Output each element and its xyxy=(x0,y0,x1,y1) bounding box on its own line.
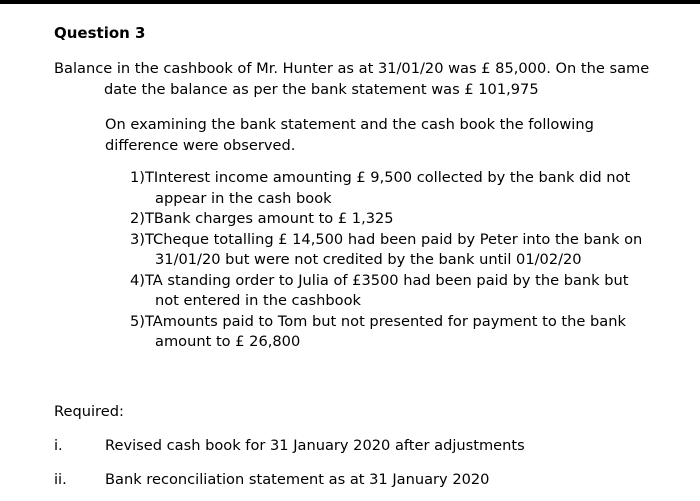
list-item-continuation: 31/01/20 but were not credited by the bank until 01/02/20 xyxy=(155,251,582,268)
list-item-continuation: appear in the cash book xyxy=(155,189,332,207)
examining-line-2: difference were observed. xyxy=(105,137,296,154)
intro-line-1: Balance in the cashbook of Mr. Hunter as at 31/01/20 was £ 85,000. On the same xyxy=(54,60,650,77)
list-item xyxy=(130,168,690,209)
required-item-number: i. xyxy=(54,437,63,454)
required-heading: Required: xyxy=(54,403,124,420)
list-item-text: 1)TInterest income amounting £ 9,500 collected by the bank did not xyxy=(130,169,631,186)
list-item xyxy=(130,312,690,353)
intro-line-2: date the balance as per the bank statement was £ 101,975 xyxy=(104,81,539,98)
examining-line-1: On examining the bank statement and the cash book the following xyxy=(105,116,594,133)
top-border xyxy=(0,0,700,4)
list-item-text: 5)TAmounts paid to Tom but not presented for payment to the bank xyxy=(130,312,626,330)
list-item xyxy=(130,209,690,230)
question-title: Question 3 xyxy=(54,24,146,42)
list-item-text: 2)TBank charges amount to £ 1,325 xyxy=(130,210,394,227)
list-item-text: 4)TA standing order to Julia of £3500 had been paid by the bank but xyxy=(130,271,629,289)
required-item-text: Revised cash book for 31 January 2020 after adjustments xyxy=(105,437,525,454)
list-item-text: 3)TCheque totalling £ 14,500 had been paid by Peter into the bank on xyxy=(130,230,643,248)
list-item xyxy=(130,271,690,312)
list-item-continuation: amount to £ 26,800 xyxy=(155,333,301,350)
required-item-number: ii. xyxy=(54,471,67,488)
required-item-text: Bank reconciliation statement as at 31 January 2020 xyxy=(105,471,490,488)
difference-list xyxy=(130,168,690,353)
intro-paragraph xyxy=(54,58,694,100)
examining-paragraph xyxy=(105,114,665,156)
list-item xyxy=(130,230,690,271)
list-item-continuation: not entered in the cashbook xyxy=(155,292,361,309)
